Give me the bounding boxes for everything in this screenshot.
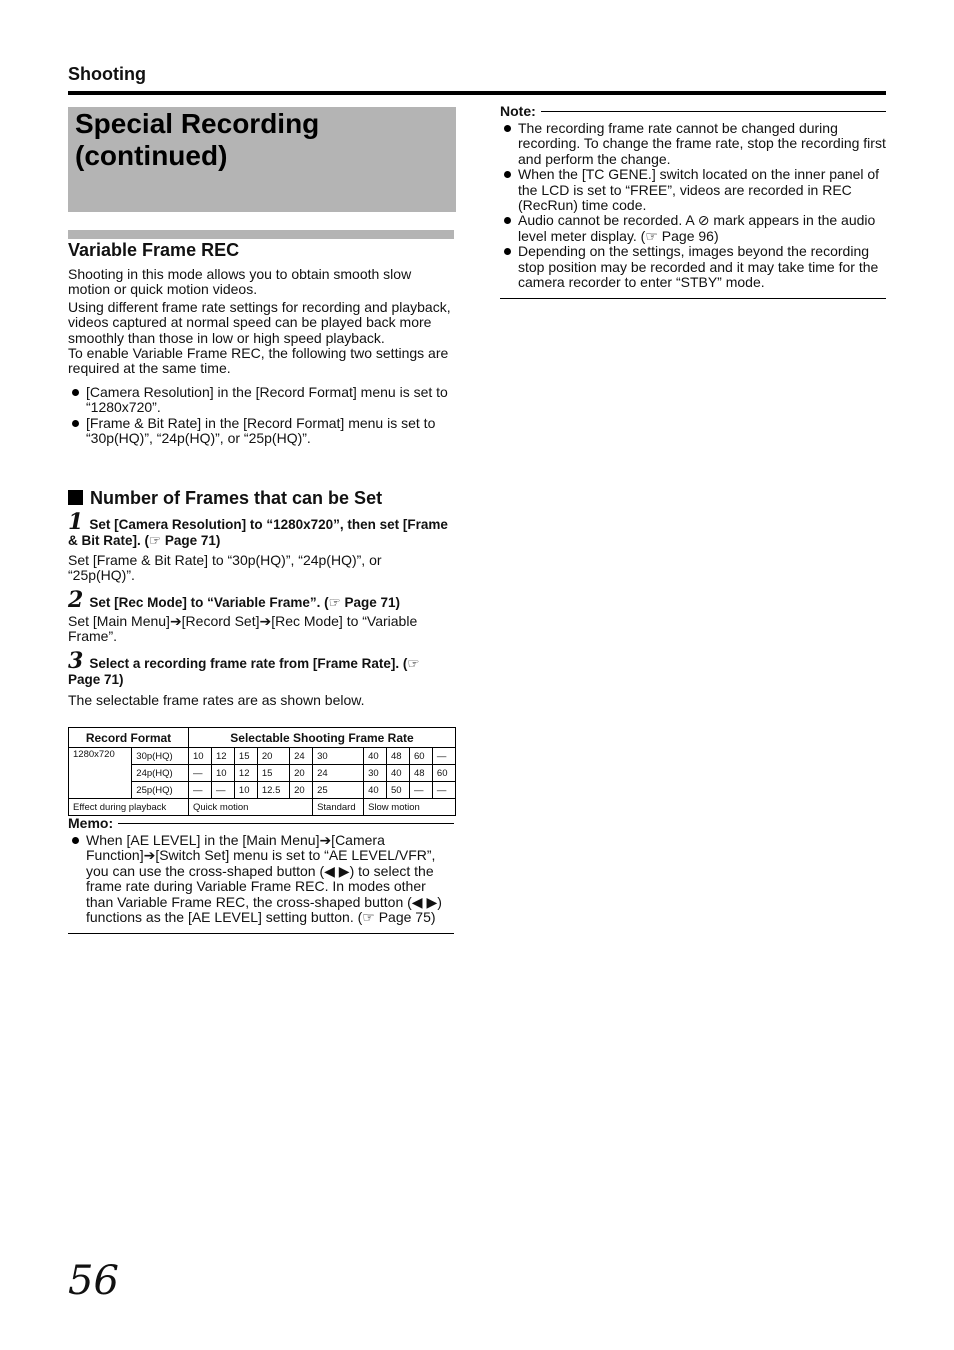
table-cell: 10 xyxy=(211,765,234,782)
variable-frame-p1: Shooting in this mode allows you to obtain smooth slow motion or quick motion videos. xyxy=(68,266,412,298)
step-body: Set [Main Menu]➔[Record Set]➔[Rec Mode] to “Variable Frame”. xyxy=(68,612,418,645)
step-body: Set [Frame & Bit Rate] to “30p(HQ)”, “24p(HQ)”, or “25p(HQ)”. xyxy=(68,552,382,584)
page-title-line2: (continued) xyxy=(75,140,228,171)
step-3 xyxy=(68,647,452,708)
table-cell: 40 xyxy=(387,765,410,782)
table-cell: 30p(HQ) xyxy=(132,748,189,765)
table-cell: 10 xyxy=(234,782,257,799)
table-cell: 30 xyxy=(313,748,364,765)
table-cell: 50 xyxy=(387,782,410,799)
variable-frame-p3: To enable Variable Frame REC, the following two settings are required at the same time. xyxy=(68,345,449,377)
table-cell: — xyxy=(409,782,432,799)
table-cell: — xyxy=(189,765,212,782)
table-header-record-format: Record Format xyxy=(69,728,189,748)
table-cell: — xyxy=(432,782,455,799)
subsection-bar xyxy=(68,230,454,239)
table-cell: 15 xyxy=(257,765,289,782)
note-list xyxy=(500,121,886,290)
page-number: 56 xyxy=(68,1258,119,1304)
note-label: Note: xyxy=(500,103,536,119)
table-cell-standard: Standard xyxy=(313,799,364,816)
table-cell: 20 xyxy=(257,748,289,765)
step-heading: Set [Rec Mode] to “Variable Frame”. (☞ Page 71) xyxy=(89,594,401,610)
table-cell: 20 xyxy=(290,782,313,799)
note-rule xyxy=(541,111,886,112)
frames-heading-text: Number of Frames that can be Set xyxy=(90,488,383,508)
list-item: When [AE LEVEL] in the [Main Menu]➔[Camera Function]➔[Switch Set] menu is set to “AE LEVEL/VFR”, you can use the cross-shaped button (◀ ▶) to select the frame rate during Variable Frame REC. In modes other than Variable Frame REC, the cross-shaped button (◀ ▶) functions as the [AE LEVEL] setting button. (☞ Page 75) xyxy=(68,833,454,925)
step-1 xyxy=(68,509,452,584)
step-heading: Select a recording frame rate from [Frame Rate]. (☞ Page 71) xyxy=(68,655,420,687)
table-cell: 48 xyxy=(387,748,410,765)
list-item: [Frame & Bit Rate] in the [Record Format] menu is set to “30p(HQ)”, “24p(HQ)”, or “25p(HQ)”. xyxy=(68,416,452,447)
table-cell: 60 xyxy=(409,748,432,765)
table-cell: 12 xyxy=(234,765,257,782)
memo-rule xyxy=(118,823,454,824)
variable-frame-p2: Using different frame rate settings for recording and playback, videos captured at normal speed can be played back more smoothly than those in low or high speed playback. xyxy=(68,298,451,346)
frame-rate-table xyxy=(68,727,456,816)
memo-bottom-rule xyxy=(68,933,454,934)
table-cell: 25p(HQ) xyxy=(132,782,189,799)
list-item: Depending on the settings, images beyond the recording stop position may be recorded and it may take time for the camera recorder to enter “STBY” mode. xyxy=(500,244,886,290)
table-cell: — xyxy=(189,782,212,799)
table-cell: 48 xyxy=(409,765,432,782)
variable-frame-bullets xyxy=(68,385,452,447)
table-cell: — xyxy=(432,748,455,765)
table-cell-quick: Quick motion xyxy=(189,799,313,816)
table-cell-slow: Slow motion xyxy=(364,799,456,816)
frames-section xyxy=(68,487,456,708)
table-cell: 15 xyxy=(234,748,257,765)
table-cell: — xyxy=(211,782,234,799)
table-cell: 20 xyxy=(290,765,313,782)
memo-label: Memo: xyxy=(68,815,114,831)
page-title-box xyxy=(68,107,456,212)
step-heading: Set [Camera Resolution] to “1280x720”, then set [Frame & Bit Rate]. (☞ Page 71) xyxy=(68,517,448,548)
memo-list xyxy=(68,833,454,925)
note-box xyxy=(500,103,886,299)
table-cell: 40 xyxy=(364,748,387,765)
table-cell-effect-label: Effect during playback xyxy=(69,799,189,816)
list-item: When the [TC GENE.] switch located on the inner panel of the LCD is set to “FREE”, videos are recorded in REC (RecRun) time code. xyxy=(500,167,886,213)
frames-heading xyxy=(68,487,456,509)
step-number: 1 xyxy=(68,509,84,535)
table-cell: 24 xyxy=(290,748,313,765)
table-cell: 40 xyxy=(364,782,387,799)
page-title-line1: Special Recording xyxy=(75,108,320,139)
section-title: Shooting xyxy=(68,64,146,84)
variable-frame-heading: Variable Frame REC xyxy=(68,240,240,260)
list-item: [Camera Resolution] in the [Record Format] menu is set to “1280x720”. xyxy=(68,385,452,416)
square-bullet-icon xyxy=(68,490,83,505)
memo-box xyxy=(68,815,454,934)
table-row xyxy=(69,799,456,816)
note-bottom-rule xyxy=(500,298,886,299)
table-cell: 10 xyxy=(189,748,212,765)
table-cell-resolution: 1280x720 xyxy=(69,748,132,799)
variable-frame-section xyxy=(68,239,456,446)
table-cell: 60 xyxy=(432,765,455,782)
step-number: 3 xyxy=(68,647,84,674)
table-cell: 24 xyxy=(313,765,364,782)
table-cell: 24p(HQ) xyxy=(132,765,189,782)
list-item: The recording frame rate cannot be changed during recording. To change the frame rate, stop the recording first and perform the change. xyxy=(500,121,886,167)
table-cell: 12 xyxy=(211,748,234,765)
step-body: The selectable frame rates are as shown below. xyxy=(68,691,365,708)
table-row xyxy=(69,748,456,765)
table-cell: 12.5 xyxy=(257,782,289,799)
table-cell: 30 xyxy=(364,765,387,782)
table-cell: 25 xyxy=(313,782,364,799)
list-item: Audio cannot be recorded. A ⊘ mark appears in the audio level meter display. (☞ Page 96) xyxy=(500,213,886,244)
step-number: 2 xyxy=(68,586,84,613)
step-2 xyxy=(68,586,452,645)
table-header-rates: Selectable Shooting Frame Rate xyxy=(189,728,456,748)
header-rule xyxy=(68,91,886,95)
page-title xyxy=(68,107,456,172)
